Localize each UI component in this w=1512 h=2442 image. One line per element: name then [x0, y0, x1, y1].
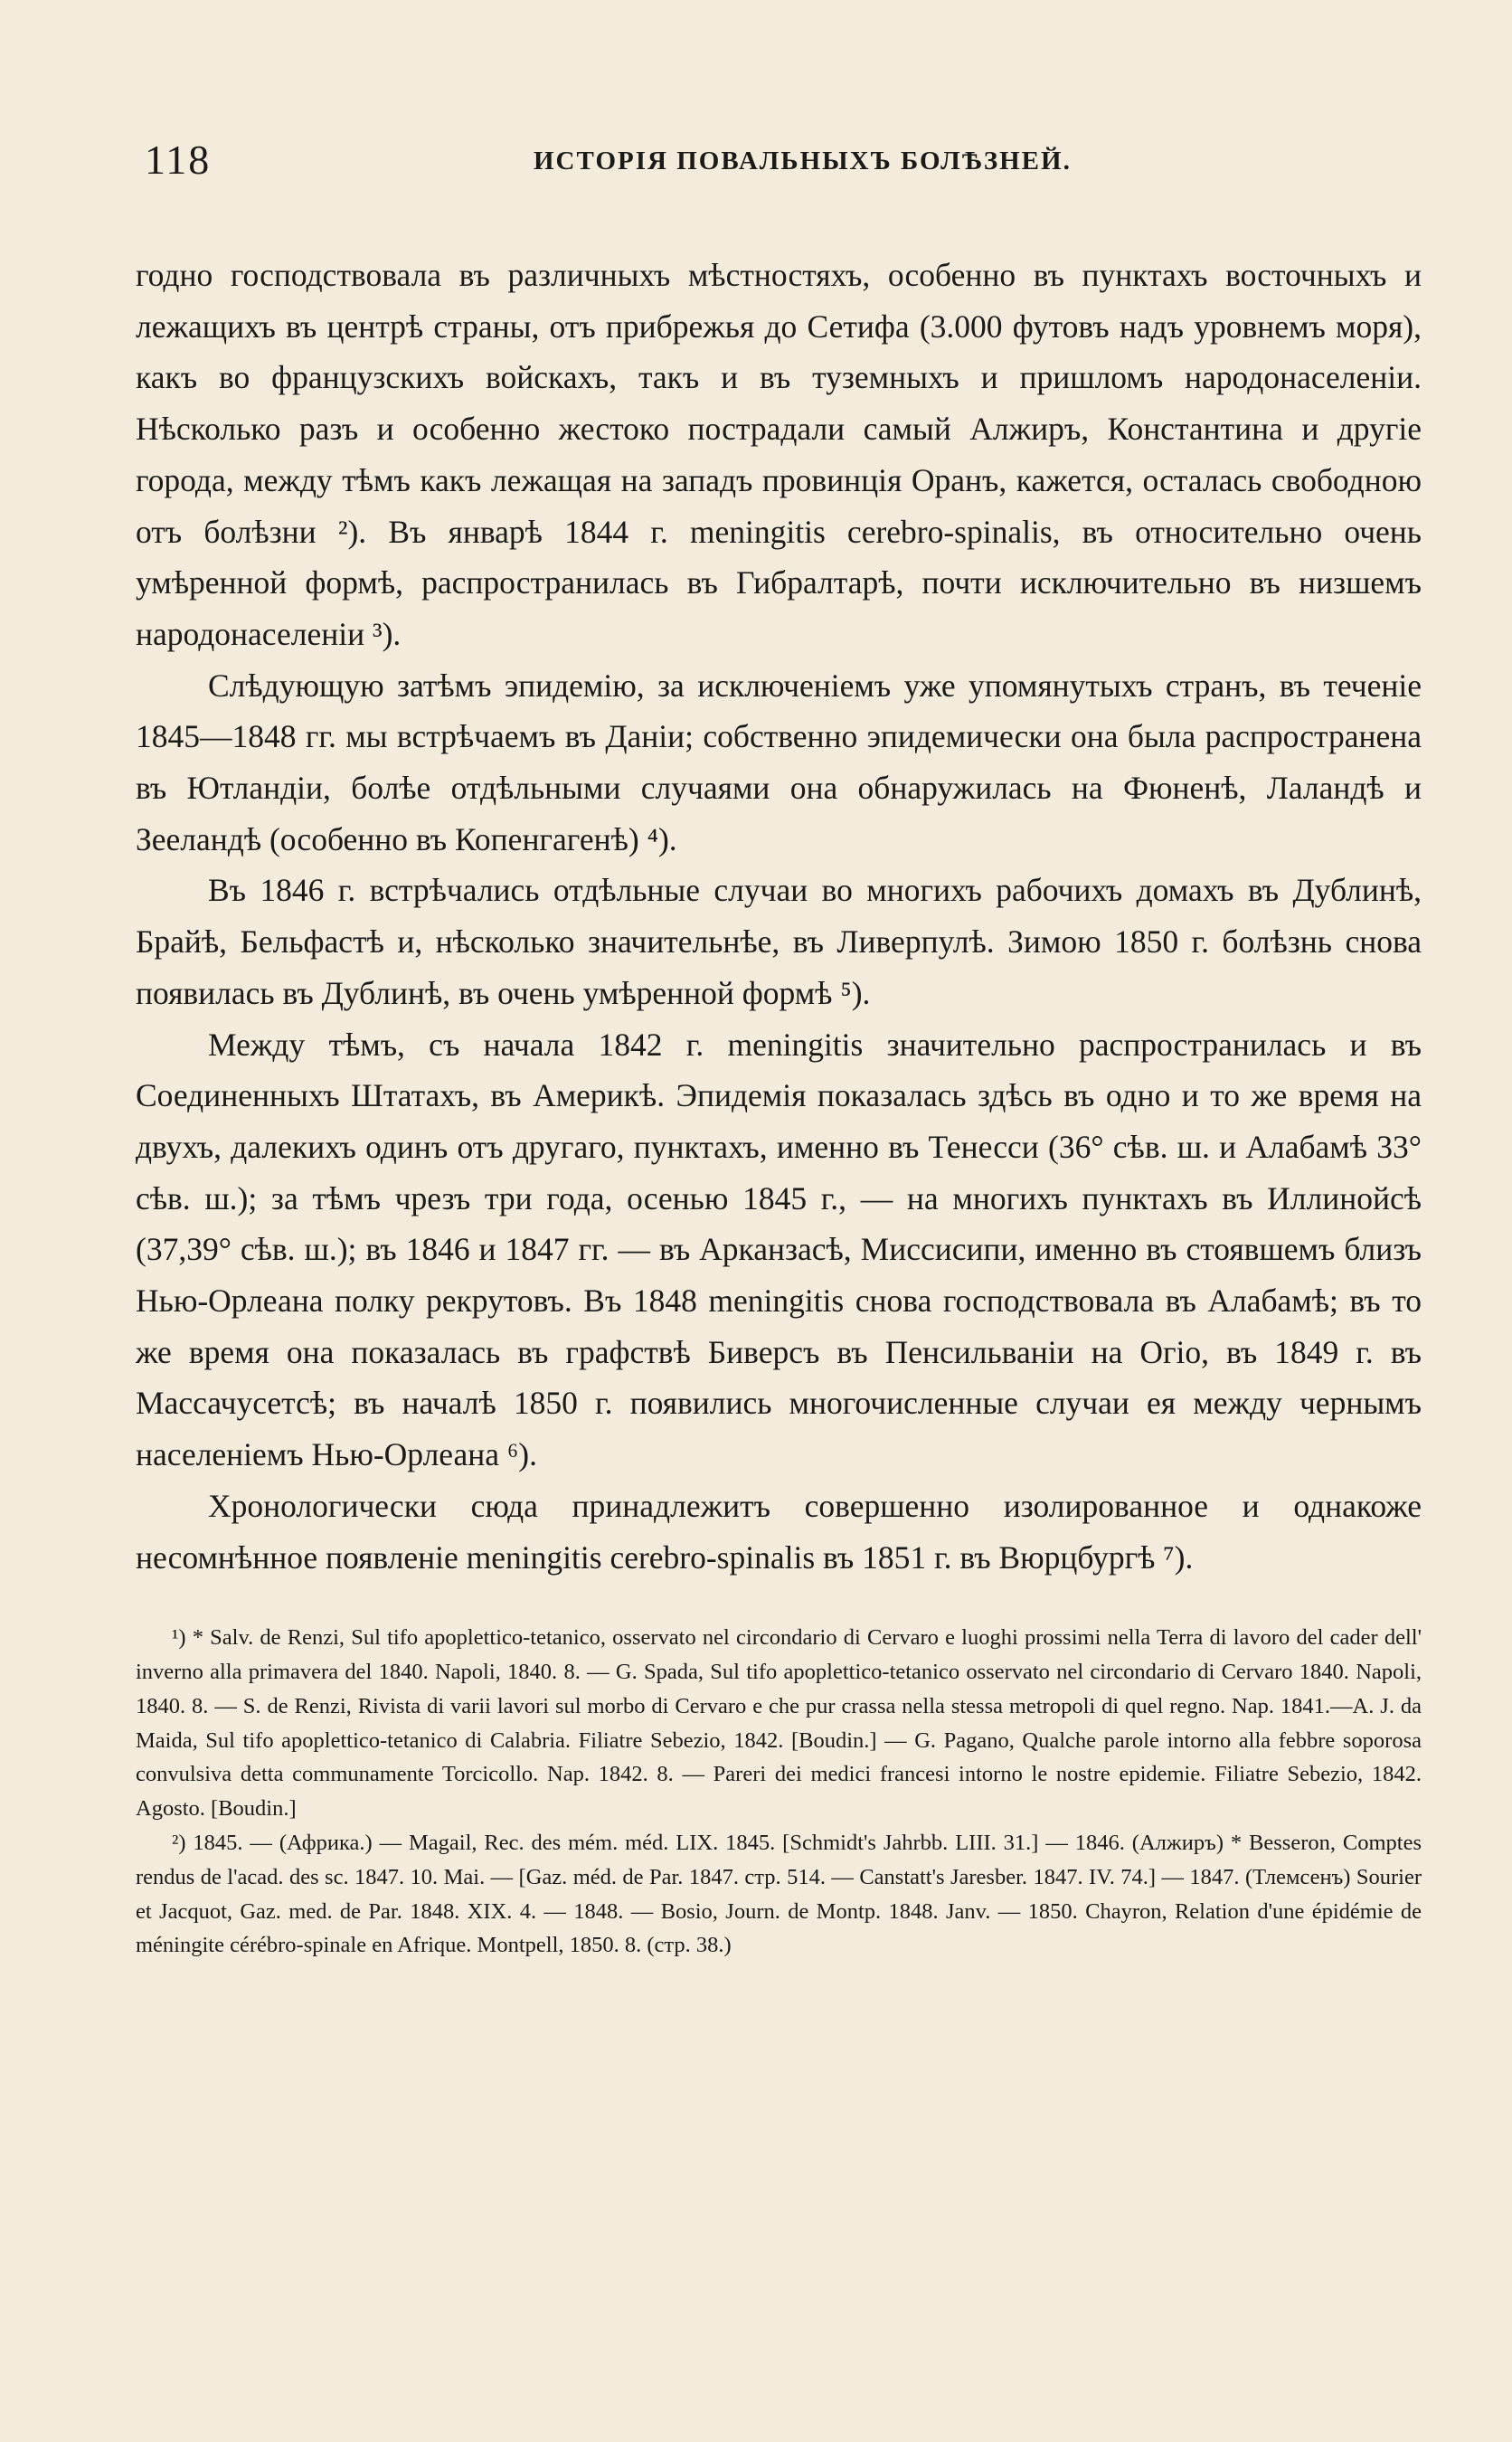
paragraph: Слѣдующую затѣмъ эпидемію, за исключеніемъ уже упомянутыхъ странъ, въ теченіе 1845—1848 гг. мы встрѣчаемъ въ Даніи; собственно эпидемически она была распространена въ Ютландіи, болѣе отдѣльными случаями она обнаружилась на Фюненѣ, Лаландѣ и Зееландѣ (особенно въ Копенгагенѣ) ⁴).: [136, 667, 1422, 857]
footnotes: [136, 1621, 1422, 1963]
paragraph: Хронологически сюда принадлежитъ совершенно изолированное и однакоже несомнѣнное появленіе meningitis cerebro-spinalis въ 1851 г. въ Вюрцбургѣ ⁷).: [136, 1487, 1422, 1576]
footnote: ¹) * Salv. de Renzi, Sul tifo apoplettico-tetanico, osservato nel circondario di Cervaro e luoghi prossimi nella Terra di lavoro del cader dell' inverno alla primavera del 1840. Napoli, 1840. 8. — G. Spada, Sul tifo apoplettico-tetanico osservato nel circondario di Cervaro 1840. Napoli, 1840. 8. — S. de Renzi, Rivista di varii lavori sul morbo di Cervaro e che pur crassa nella stessa metropoli di quel regno. Nap. 1841.—A. J. da Maida, Sul tifo apoplettico-tetanico di Calabria. Filiatre Sebezio, 1842. [Boudin.] — G. Pagano, Qualche parole intorno alla febbre soporosa convulsiva detta communamente Torcicollo. Nap. 1842. 8. — Parerі dei medici francesi intorno le nostre epidemie. Filiatre Sebezio, 1842. Agosto. [Boudin.]: [136, 1625, 1422, 1822]
paragraph: Въ 1846 г. встрѣчались отдѣльные случаи во многихъ рабочихъ домахъ въ Дублинѣ, Брайѣ, Бельфастѣ и, нѣсколько значительнѣе, въ Ливерпулѣ. Зимою 1850 г. болѣзнь снова появилась въ Дублинѣ, въ очень умѣренной формѣ ⁵).: [136, 872, 1422, 1011]
page-header: [136, 136, 1422, 199]
body-text: [136, 250, 1422, 1583]
footnote: ²) 1845. — (Африка.) — Magail, Rec. des mém. méd. LIX. 1845. [Schmidt's Jahrbb. LIII. 31.] — 1846. (Алжиръ) * Besseron, Comptes rendus de l'acad. des sc. 1847. 10. Mai. — [Gaz. méd. de Par. 1847. стр. 514. — Canstatt's Jaresber. 1847. IV. 74.] — 1847. (Тлемсенъ) Sourier et Jacquot, Gaz. med. de Par. 1848. XIX. 4. — 1848. — Bosio, Journ. de Montp. 1848. Janv. — 1850. Chayron, Relation d'une épidémie de méningite cérébro-spinale en Afrique. Montpell, 1850. 8. (стр. 38.): [136, 1831, 1422, 1958]
paragraph: годно господствовала въ различныхъ мѣстностяхъ, особенно въ пунктахъ восточныхъ и лежащихъ въ центрѣ страны, отъ прибрежья до Сетифа (3.000 футовъ надъ уровнемъ моря), какъ во французскихъ войскахъ, такъ и въ туземныхъ и пришломъ народонаселеніи. Нѣсколько разъ и особенно жестоко пострадали самый Алжиръ, Константина и другіе города, между тѣмъ какъ лежащая на западъ провинція Оранъ, кажется, осталась свободною отъ болѣзни ²). Въ январѣ 1844 г. meningitis cerebro-spinalis, въ относительно очень умѣренной формѣ, распространилась въ Гибралтарѣ, почти исключительно въ низшемъ народонаселеніи ³).: [136, 257, 1422, 652]
running-head: ИСТОРІЯ ПОВАЛЬНЫХЪ БОЛѢЗНЕЙ.: [534, 147, 1072, 175]
page-number: 118: [145, 137, 212, 183]
paragraph: Между тѣмъ, съ начала 1842 г. meningitis значительно распространилась и въ Соединенныхъ Штатахъ, въ Америкѣ. Эпидемія показалась здѣсь въ одно и то же время на двухъ, далекихъ одинъ отъ другаго, пунктахъ, именно въ Тенесси (36° сѣв. ш. и Алабамѣ 33° сѣв. ш.); за тѣмъ чрезъ три года, осенью 1845 г., — на многихъ пунктахъ въ Иллинойсѣ (37,39° сѣв. ш.); въ 1846 и 1847 гг. — въ Арканзасѣ, Миссисипи, именно въ стоявшемъ близъ Нью-Орлеана полку рекрутовъ. Въ 1848 meningitis снова господствовала въ Алабамѣ; въ то же время она показалась въ графствѣ Биверсъ въ Пенсильваніи на Огіо, въ 1849 г. въ Массачусетсѣ; въ началѣ 1850 г. появились многочисленные случаи ея между чернымъ населеніемъ Нью-Орлеана ⁶).: [136, 1026, 1422, 1473]
